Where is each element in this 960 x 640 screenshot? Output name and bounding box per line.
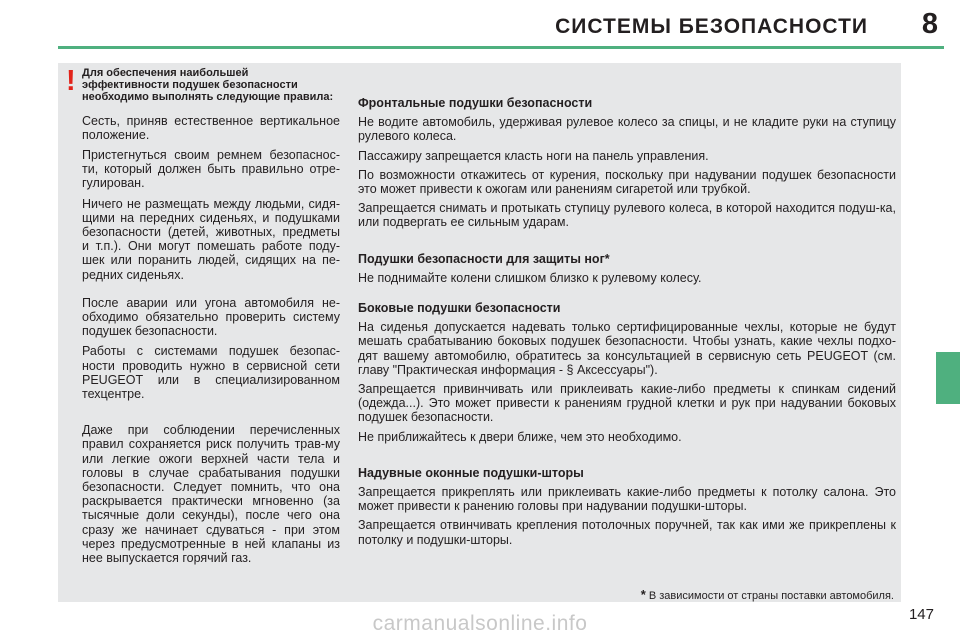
watermark: carmanualsonline.info <box>372 612 588 635</box>
section-title: Надувные оконные подушки-шторы <box>358 465 584 480</box>
section-paragraph: Запрещается прикреплять или приклеивать какие-либо предметы к потолку салона. Это может привести к ранению головы при надувании подушки-шторы. <box>358 485 896 514</box>
warning-heading: Для обеспечения наибольшей эффективности подушек безопасности необходимо выполнять следующие правила: <box>82 67 334 104</box>
section-title: Подушки безопасности для защиты ног* <box>358 251 610 266</box>
left-column <box>82 67 340 571</box>
section-paragraph: На сиденья допускается надевать только сертифицированные чехлы, которые не будут мешать срабатыванию боковых подушек безопасности. Чтобы узнать, какие чехлы подхо-дят вашему автомобилю, обратитесь за консультацией в сервисную сеть PEUGEOT (см. главу "Практическая информация - § Аксессуары"). <box>358 320 896 377</box>
right-column <box>358 96 896 552</box>
footnote-marker: * <box>640 587 646 602</box>
section-curtain-airbags <box>358 466 896 547</box>
section-paragraph: Пассажиру запрещается класть ноги на панель управления. <box>358 148 709 163</box>
footnote-text: В зависимости от страны поставки автомобиля. <box>648 590 894 602</box>
page-header-title: СИСТЕМЫ БЕЗОПАСНОСТИ <box>555 15 868 38</box>
section-paragraph: По возможности откажитесь от курения, поскольку при надувании подушек безопасности это может привести к ожогам или ранениям сигаретой или трубкой. <box>358 167 896 197</box>
chapter-number: 8 <box>921 8 938 40</box>
section-paragraph: Запрещается снимать и протыкать ступицу рулевого колеса, в которой находится подуш-ка, или подвергать ее сильным ударам. <box>358 201 896 230</box>
section-paragraph: Запрещается привинчивать или приклеивать какие-либо предметы к спинкам сидений (одежда...). Это может привести к ранениям грудной клетки и рук при надувании боковых подушек безопасности. <box>358 382 896 425</box>
left-paragraph-5: Работы с системами подушек безопас-ности проводить нужно в сервисной сети PEUGEOT или в специализированном техцентре. <box>82 344 340 402</box>
section-knee-airbags <box>358 252 896 285</box>
section-paragraph: Запрещается отвинчивать крепления потолочных поручней, так как ими же прикреплены к потолку и подушки-шторы. <box>358 518 896 547</box>
footnote <box>641 587 894 602</box>
section-side-airbags <box>358 301 896 444</box>
left-paragraph-6: Даже при соблюдении перечисленных правил сохраняется риск получить трав-му или легкие ожоги верхней части тела и головы в случае срабатывания подушки безопасности. Следует помнить, что она раскрывается практически мгновенно (за тысячные доли секунды), после чего она сразу же начинает сдуваться - при этом через предусмотренные в ней клапаны из нее выпускается горячий газ. <box>82 423 340 566</box>
section-title: Боковые подушки безопасности <box>358 301 561 316</box>
section-paragraph: Не приближайтесь к двери ближе, чем это необходимо. <box>358 429 682 444</box>
section-title: Фронтальные подушки безопасности <box>358 96 593 110</box>
section-frontal-airbags <box>358 96 896 230</box>
left-paragraph-4: После аварии или угона автомобиля не-обходимо обязательно проверить систему подушек безопасности. <box>82 295 340 339</box>
page-number: 147 <box>908 606 934 623</box>
section-paragraph: Не водите автомобиль, удерживая рулевое колесо за спицы, и не кладите руки на ступицу рулевого колеса. <box>358 115 896 144</box>
left-paragraph-3: Ничего не размещать между людьми, сидя-щими на передних сиденьях, и подушками безопасности (детей, животных, предметы и т.п.). Они могут помешать работе поду-шек или поранить людей, сидящих на пе-редних сиденьях. <box>82 196 340 282</box>
left-paragraph-2: Пристегнуться своим ремнем безопаснос-ти, который должен быть правильно отре-гулирован. <box>82 148 340 191</box>
chapter-side-tab <box>936 352 960 404</box>
header-divider <box>58 46 944 49</box>
section-paragraph: Не поднимайте колени слишком близко к рулевому колесу. <box>358 270 702 285</box>
warning-exclamation-icon: ! <box>66 65 76 97</box>
left-paragraph-1: Сесть, приняв естественное вертикальное положение. <box>82 113 340 142</box>
